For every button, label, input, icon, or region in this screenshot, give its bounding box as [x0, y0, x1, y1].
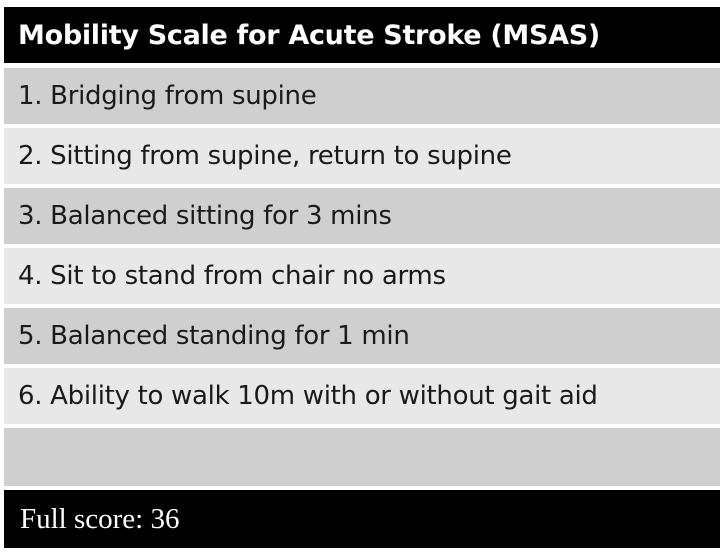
table-row-balanced-sitting: 3. Balanced sitting for 3 mins — [4, 188, 720, 244]
full-score-footer: Full score: 36 — [4, 490, 720, 548]
table-row-walk-10m: 6. Ability to walk 10m with or without gait aid — [4, 368, 720, 424]
table-row-sitting-from-supine: 2. Sitting from supine, return to supine — [4, 128, 720, 184]
table-row-balanced-standing: 5. Balanced standing for 1 min — [4, 308, 720, 364]
table-title: Mobility Scale for Acute Stroke (MSAS) — [4, 7, 720, 63]
table-row-empty — [4, 428, 720, 486]
table-row-bridging: 1. Bridging from supine — [4, 68, 720, 124]
table-row-sit-to-stand: 4. Sit to stand from chair no arms — [4, 248, 720, 304]
